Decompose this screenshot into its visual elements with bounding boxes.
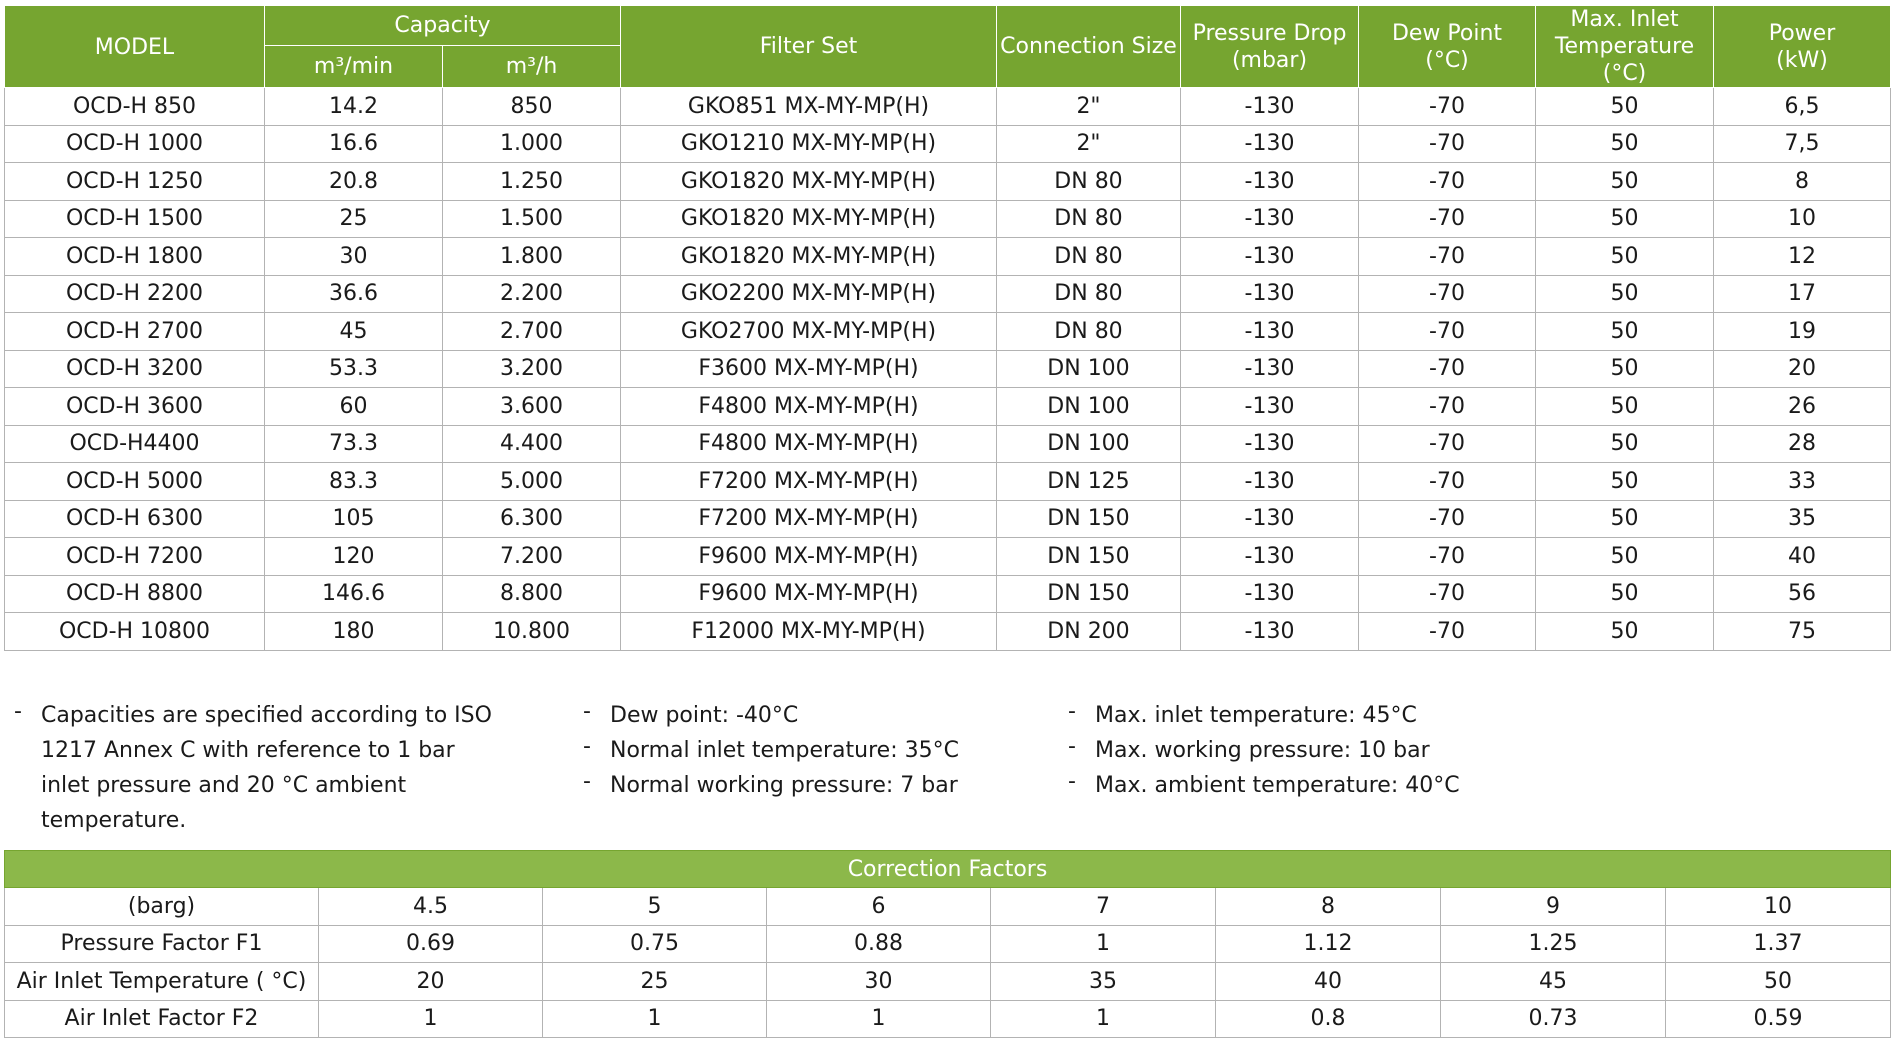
dew-point-cell: -70 (1359, 88, 1536, 126)
capacity-m3min-cell: 83.3 (265, 463, 443, 501)
note-dash: - (1068, 699, 1076, 724)
filter-set-cell: GKO1820 MX-MY-MP(H) (621, 238, 997, 276)
connection-size-header: Connection Size (997, 6, 1181, 88)
power-cell: 12 (1714, 238, 1891, 276)
capacity-m3h-cell: 8.800 (443, 575, 621, 613)
max-inlet-temp-cell: 50 (1536, 500, 1714, 538)
correction-value-cell: 20 (319, 963, 543, 1001)
capacity-m3h-cell: 10.800 (443, 613, 621, 651)
table-row (5, 388, 1891, 426)
max-inlet-temp-cell: 50 (1536, 125, 1714, 163)
correction-factors-title: Correction Factors (5, 851, 1891, 888)
max-inlet-temp-cell: 50 (1536, 163, 1714, 201)
note-line: Dew point: -40°C (610, 703, 799, 728)
model-cell: OCD-H 3600 (5, 388, 265, 426)
model-header: MODEL (5, 6, 265, 88)
pressure-drop-cell: -130 (1181, 500, 1359, 538)
connection-size-cell: DN 80 (997, 200, 1181, 238)
power-cell: 6,5 (1714, 88, 1891, 126)
power-cell: 56 (1714, 575, 1891, 613)
note-item (1068, 733, 1460, 768)
capacity-m3h-cell: 3.600 (443, 388, 621, 426)
max-inlet-temp-cell: 50 (1536, 425, 1714, 463)
filter-set-cell: GKO2700 MX-MY-MP(H) (621, 313, 997, 351)
filter-set-cell: F7200 MX-MY-MP(H) (621, 463, 997, 501)
connection-size-cell: DN 80 (997, 238, 1181, 276)
table-row (5, 88, 1891, 126)
correction-value-cell: 10 (1666, 888, 1891, 926)
connection-size-cell: DN 80 (997, 163, 1181, 201)
correction-value-cell: 35 (991, 963, 1216, 1001)
capacity-m3h-cell: 1.500 (443, 200, 621, 238)
max-inlet-temp-cell: 50 (1536, 313, 1714, 351)
dew-point-cell: -70 (1359, 163, 1536, 201)
capacity-m3min-cell: 14.2 (265, 88, 443, 126)
capacity-m3h-cell: 4.400 (443, 425, 621, 463)
correction-value-cell: 50 (1666, 963, 1891, 1001)
max-inlet-temp-label-2: Temperature (°C) (1554, 34, 1695, 86)
model-cell: OCD-H 3200 (5, 350, 265, 388)
correction-value-cell: 9 (1441, 888, 1666, 926)
max-inlet-temp-cell: 50 (1536, 463, 1714, 501)
notes-column-1 (14, 698, 492, 838)
capacity-m3h-cell: 1.800 (443, 238, 621, 276)
note-line: Max. inlet temperature: 45°C (1095, 703, 1417, 728)
correction-value-cell: 6 (767, 888, 991, 926)
note-line: temperature. (41, 808, 187, 833)
correction-value-cell: 1 (767, 1000, 991, 1038)
correction-value-cell: 30 (767, 963, 991, 1001)
note-line: Max. working pressure: 10 bar (1095, 738, 1430, 763)
capacity-header: Capacity (265, 6, 621, 46)
model-cell: OCD-H 850 (5, 88, 265, 126)
power-cell: 35 (1714, 500, 1891, 538)
max-inlet-temp-cell: 50 (1536, 238, 1714, 276)
table-row (5, 613, 1891, 651)
table-row (5, 425, 1891, 463)
capacity-m3h-cell: 850 (443, 88, 621, 126)
pressure-drop-cell: -130 (1181, 200, 1359, 238)
max-inlet-temp-cell: 50 (1536, 88, 1714, 126)
specification-table-body (5, 88, 1891, 651)
capacity-m3min-cell: 146.6 (265, 575, 443, 613)
correction-value-cell: 0.8 (1216, 1000, 1441, 1038)
note-dash: - (583, 699, 591, 724)
pressure-drop-cell: -130 (1181, 313, 1359, 351)
model-cell: OCD-H 1250 (5, 163, 265, 201)
power-cell: 8 (1714, 163, 1891, 201)
capacity-m3min-header: m³/min (265, 45, 443, 87)
note-dash: - (1068, 769, 1076, 794)
power-cell: 40 (1714, 538, 1891, 576)
pressure-drop-cell: -130 (1181, 125, 1359, 163)
max-inlet-temp-cell: 50 (1536, 350, 1714, 388)
power-cell: 75 (1714, 613, 1891, 651)
dew-point-unit: (°C) (1425, 47, 1469, 73)
table-row (5, 575, 1891, 613)
capacity-m3h-cell: 1.000 (443, 125, 621, 163)
table-row (5, 925, 1891, 963)
correction-value-cell: 1 (319, 1000, 543, 1038)
model-cell: OCD-H 8800 (5, 575, 265, 613)
capacity-m3h-cell: 5.000 (443, 463, 621, 501)
max-inlet-temp-label: Max. Inlet (1570, 7, 1679, 32)
connection-size-cell: 2" (997, 125, 1181, 163)
correction-value-cell: 4.5 (319, 888, 543, 926)
capacity-m3min-cell: 25 (265, 200, 443, 238)
note-dash: - (583, 734, 591, 759)
dew-point-cell: -70 (1359, 388, 1536, 426)
capacity-m3h-cell: 7.200 (443, 538, 621, 576)
correction-value-cell: 8 (1216, 888, 1441, 926)
dew-point-cell: -70 (1359, 613, 1536, 651)
pressure-drop-cell: -130 (1181, 238, 1359, 276)
pressure-drop-cell: -130 (1181, 275, 1359, 313)
correction-value-cell: 0.73 (1441, 1000, 1666, 1038)
power-cell: 26 (1714, 388, 1891, 426)
power-label: Power (1768, 20, 1836, 46)
power-header (1714, 6, 1891, 88)
capacity-m3min-cell: 20.8 (265, 163, 443, 201)
correction-value-cell: 1.25 (1441, 925, 1666, 963)
connection-size-cell: DN 125 (997, 463, 1181, 501)
correction-value-cell: 1 (991, 1000, 1216, 1038)
table-row (5, 125, 1891, 163)
model-cell: OCD-H 2700 (5, 313, 265, 351)
connection-size-cell: 2" (997, 88, 1181, 126)
filter-set-cell: F3600 MX-MY-MP(H) (621, 350, 997, 388)
filter-set-cell: F9600 MX-MY-MP(H) (621, 538, 997, 576)
note-line: 1217 Annex C with reference to 1 bar (41, 738, 455, 763)
max-inlet-temp-header (1536, 6, 1714, 88)
note-dash: - (583, 769, 591, 794)
capacity-m3h-cell: 3.200 (443, 350, 621, 388)
power-cell: 17 (1714, 275, 1891, 313)
notes-column-2 (583, 698, 959, 803)
max-inlet-temp-cell: 50 (1536, 388, 1714, 426)
note-item (14, 698, 492, 838)
filter-set-cell: F7200 MX-MY-MP(H) (621, 500, 997, 538)
correction-value-cell: 45 (1441, 963, 1666, 1001)
capacity-m3min-cell: 60 (265, 388, 443, 426)
table-row (5, 275, 1891, 313)
dew-point-cell: -70 (1359, 463, 1536, 501)
correction-factors-table (4, 850, 1891, 1038)
pressure-drop-cell: -130 (1181, 575, 1359, 613)
capacity-m3min-cell: 36.6 (265, 275, 443, 313)
capacity-m3min-cell: 120 (265, 538, 443, 576)
filter-set-cell: GKO851 MX-MY-MP(H) (621, 88, 997, 126)
note-item (583, 768, 959, 803)
correction-factors-body (5, 888, 1891, 1038)
correction-value-cell: 5 (543, 888, 767, 926)
table-row (5, 538, 1891, 576)
capacity-m3min-cell: 105 (265, 500, 443, 538)
correction-row-label: Air Inlet Temperature ( °C) (5, 963, 319, 1001)
correction-value-cell: 40 (1216, 963, 1441, 1001)
table-row (5, 200, 1891, 238)
connection-size-cell: DN 150 (997, 575, 1181, 613)
power-cell: 19 (1714, 313, 1891, 351)
note-dash: - (1068, 734, 1076, 759)
specification-table (4, 5, 1891, 651)
filter-set-cell: F4800 MX-MY-MP(H) (621, 425, 997, 463)
table-row (5, 350, 1891, 388)
connection-size-cell: DN 200 (997, 613, 1181, 651)
capacity-m3h-cell: 1.250 (443, 163, 621, 201)
power-cell: 28 (1714, 425, 1891, 463)
dew-point-cell: -70 (1359, 238, 1536, 276)
model-cell: OCD-H 2200 (5, 275, 265, 313)
filter-set-cell: F9600 MX-MY-MP(H) (621, 575, 997, 613)
pressure-drop-cell: -130 (1181, 613, 1359, 651)
capacity-m3min-cell: 53.3 (265, 350, 443, 388)
correction-row-label: (barg) (5, 888, 319, 926)
filter-set-cell: GKO2200 MX-MY-MP(H) (621, 275, 997, 313)
correction-value-cell: 1.37 (1666, 925, 1891, 963)
capacity-m3h-cell: 2.200 (443, 275, 621, 313)
capacity-m3h-header: m³/h (443, 45, 621, 87)
model-cell: OCD-H 10800 (5, 613, 265, 651)
dew-point-cell: -70 (1359, 500, 1536, 538)
connection-size-cell: DN 100 (997, 425, 1181, 463)
pressure-drop-cell: -130 (1181, 463, 1359, 501)
dew-point-cell: -70 (1359, 350, 1536, 388)
model-cell: OCD-H 5000 (5, 463, 265, 501)
connection-size-cell: DN 80 (997, 275, 1181, 313)
correction-row-label: Pressure Factor F1 (5, 925, 319, 963)
power-unit: (kW) (1776, 47, 1828, 73)
pressure-drop-cell: -130 (1181, 538, 1359, 576)
pressure-drop-cell: -130 (1181, 88, 1359, 126)
note-item (583, 733, 959, 768)
table-row (5, 238, 1891, 276)
max-inlet-temp-cell: 50 (1536, 538, 1714, 576)
connection-size-cell: DN 80 (997, 313, 1181, 351)
connection-size-cell: DN 100 (997, 388, 1181, 426)
pressure-drop-cell: -130 (1181, 388, 1359, 426)
connection-size-cell: DN 150 (997, 500, 1181, 538)
correction-value-cell: 25 (543, 963, 767, 1001)
filter-set-cell: GKO1820 MX-MY-MP(H) (621, 200, 997, 238)
max-inlet-temp-cell: 50 (1536, 200, 1714, 238)
connection-size-cell: DN 150 (997, 538, 1181, 576)
correction-value-cell: 7 (991, 888, 1216, 926)
table-row (5, 888, 1891, 926)
capacity-m3h-cell: 6.300 (443, 500, 621, 538)
capacity-m3min-cell: 73.3 (265, 425, 443, 463)
correction-row-label: Air Inlet Factor F2 (5, 1000, 319, 1038)
note-item (583, 698, 959, 733)
dew-point-cell: -70 (1359, 425, 1536, 463)
capacity-m3min-cell: 30 (265, 238, 443, 276)
dew-point-header (1359, 6, 1536, 88)
correction-value-cell: 0.59 (1666, 1000, 1891, 1038)
dew-point-cell: -70 (1359, 275, 1536, 313)
power-cell: 33 (1714, 463, 1891, 501)
capacity-m3min-cell: 16.6 (265, 125, 443, 163)
capacity-m3min-cell: 45 (265, 313, 443, 351)
model-cell: OCD-H 7200 (5, 538, 265, 576)
pressure-drop-cell: -130 (1181, 350, 1359, 388)
table-row (5, 1000, 1891, 1038)
pressure-drop-unit: (mbar) (1231, 47, 1308, 73)
max-inlet-temp-cell: 50 (1536, 575, 1714, 613)
table-row (5, 163, 1891, 201)
note-line: inlet pressure and 20 °C ambient (41, 773, 407, 798)
pressure-drop-cell: -130 (1181, 163, 1359, 201)
notes-column-3 (1068, 698, 1460, 803)
filter-set-header: Filter Set (621, 6, 997, 88)
note-line: Max. ambient temperature: 40°C (1095, 773, 1460, 798)
connection-size-cell: DN 100 (997, 350, 1181, 388)
max-inlet-temp-cell: 50 (1536, 613, 1714, 651)
table-row (5, 463, 1891, 501)
note-dash: - (14, 699, 22, 724)
model-cell: OCD-H 1800 (5, 238, 265, 276)
pressure-drop-label: Pressure Drop (1192, 20, 1347, 46)
dew-point-cell: -70 (1359, 575, 1536, 613)
table-row (5, 313, 1891, 351)
note-line: Capacities are specified according to ISO (41, 703, 492, 728)
filter-set-cell: F4800 MX-MY-MP(H) (621, 388, 997, 426)
pressure-drop-header (1181, 6, 1359, 88)
pressure-drop-cell: -130 (1181, 425, 1359, 463)
dew-point-cell: -70 (1359, 313, 1536, 351)
correction-value-cell: 0.69 (319, 925, 543, 963)
table-row (5, 963, 1891, 1001)
correction-value-cell: 1 (543, 1000, 767, 1038)
correction-value-cell: 0.88 (767, 925, 991, 963)
dew-point-label: Dew Point (1391, 20, 1503, 46)
note-line: Normal inlet temperature: 35°C (610, 738, 959, 763)
note-line: Normal working pressure: 7 bar (610, 773, 958, 798)
model-cell: OCD-H 1500 (5, 200, 265, 238)
power-cell: 10 (1714, 200, 1891, 238)
model-cell: OCD-H 1000 (5, 125, 265, 163)
model-cell: OCD-H4400 (5, 425, 265, 463)
note-item (1068, 698, 1460, 733)
dew-point-cell: -70 (1359, 200, 1536, 238)
max-inlet-temp-cell: 50 (1536, 275, 1714, 313)
dew-point-cell: -70 (1359, 538, 1536, 576)
table-row (5, 500, 1891, 538)
correction-value-cell: 1.12 (1216, 925, 1441, 963)
correction-value-cell: 1 (991, 925, 1216, 963)
dew-point-cell: -70 (1359, 125, 1536, 163)
filter-set-cell: F12000 MX-MY-MP(H) (621, 613, 997, 651)
power-cell: 20 (1714, 350, 1891, 388)
correction-value-cell: 0.75 (543, 925, 767, 963)
capacity-m3min-cell: 180 (265, 613, 443, 651)
capacity-m3h-cell: 2.700 (443, 313, 621, 351)
note-item (1068, 768, 1460, 803)
model-cell: OCD-H 6300 (5, 500, 265, 538)
power-cell: 7,5 (1714, 125, 1891, 163)
filter-set-cell: GKO1210 MX-MY-MP(H) (621, 125, 997, 163)
filter-set-cell: GKO1820 MX-MY-MP(H) (621, 163, 997, 201)
